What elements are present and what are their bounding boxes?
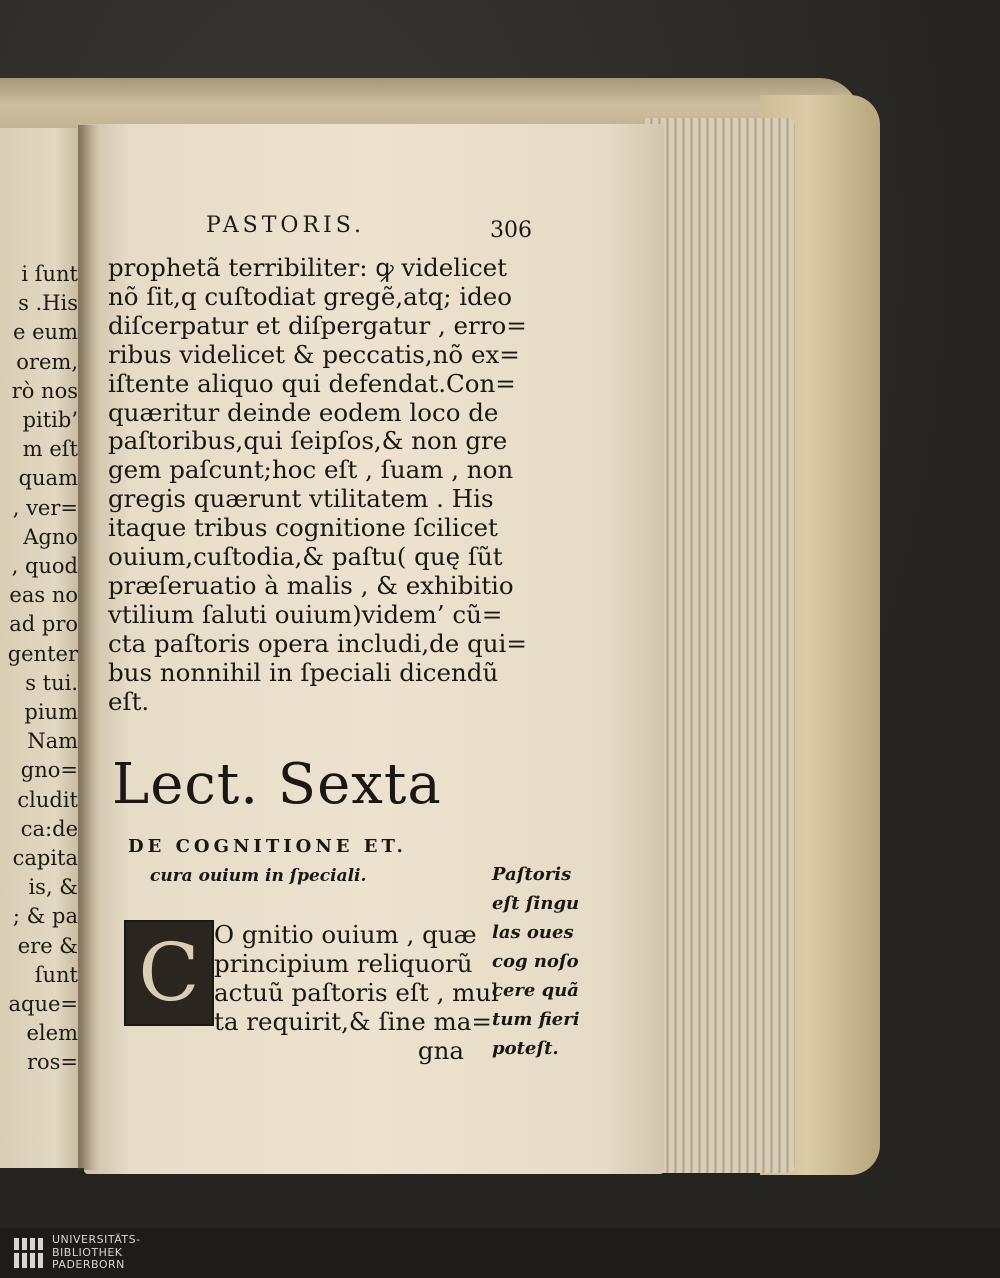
library-logo-text: [52, 1234, 141, 1272]
text-line: diſcerpatur et diſpergatur , erro=: [108, 310, 527, 340]
spine-shadow: [78, 125, 100, 1170]
text-line: cta paſtoris opera includi,de qui=: [108, 628, 527, 658]
facing-page-line: m eſt: [22, 437, 78, 462]
facing-page-line: elem: [26, 1021, 78, 1046]
text-line: O gnitio ouium , quæ: [214, 920, 477, 949]
marginal-note: [492, 860, 584, 1063]
section-subtitle: DE COGNITIONE ET.: [128, 836, 407, 857]
text-line: ouium,cuſtodia,& paſtu( quę ſũt: [108, 542, 503, 572]
text-line: itaque tribus cognitione ſcilicet: [108, 513, 498, 543]
facing-page-line: quam: [18, 466, 78, 491]
text-line: eſt.: [108, 686, 150, 716]
running-head: PASTORIS.: [206, 213, 365, 238]
facing-page-line: cludit: [17, 787, 78, 812]
facing-page-line: ſunt: [34, 962, 78, 987]
footer-bar: [0, 1228, 1000, 1278]
text-line: cere quã: [492, 980, 579, 1001]
facing-page-line: s .His: [18, 291, 78, 316]
drop-cap-letter: C: [138, 926, 200, 1019]
text-line: prophetã terribiliter: ꝙ videlicet: [108, 253, 508, 282]
facing-page-line: i ſunt: [21, 262, 78, 286]
section-title: Lect. Sexta: [112, 752, 442, 817]
facing-page-line: capita: [12, 846, 78, 870]
facing-page-line: pium: [24, 700, 78, 724]
facing-page-line: ere &: [17, 933, 78, 958]
library-logo-icon: [12, 1236, 46, 1270]
text-line: gna: [417, 1036, 464, 1065]
facing-page-line: Agno: [23, 524, 78, 549]
facing-page-line: is, &: [28, 875, 78, 900]
text-line: poteſt.: [492, 1038, 559, 1059]
page-number: 306: [490, 218, 532, 243]
facing-page-line: orem,: [16, 349, 78, 374]
logo-line: BIBLIOTHEK: [52, 1245, 123, 1259]
facing-page-line: ad pro: [9, 612, 78, 637]
text-line: actuũ paſtoris eſt , mul: [214, 978, 500, 1007]
page-edges: [645, 118, 795, 1173]
facing-page-line: e eum: [13, 320, 78, 345]
section-subtitle-italic: cura ouium in ſpeciali.: [150, 866, 367, 886]
logo-line: PADERBORN: [52, 1258, 125, 1271]
text-line: ribus videlicet & peccatis,nõ ex=: [108, 339, 520, 369]
text-line: præſeruatio à malis , & exhibitio: [108, 570, 514, 600]
facing-page-line: , ver=: [12, 495, 78, 520]
text-line: eſt ſingu: [492, 893, 580, 914]
facing-page-line: s tui.: [25, 670, 78, 695]
paragraph-1: [108, 253, 527, 717]
text-line: ta requirit,& ſine ma=: [214, 1007, 492, 1036]
facing-page-line: Nam: [27, 729, 78, 754]
facing-page-line: aque=: [8, 992, 78, 1016]
text-line: las oues: [492, 922, 574, 943]
facing-page-line: gno=: [20, 758, 78, 783]
text-line: gem paſcunt;hoc eſt , ſuam , non: [108, 455, 514, 485]
facing-page-line: ; & pa: [12, 904, 78, 929]
facing-page-line: , quod: [11, 554, 78, 578]
facing-page-line: eas no: [9, 583, 78, 608]
text-line: iſtente aliquo qui defendat.Con=: [108, 368, 516, 398]
text-line: paſtoribus,qui ſeipſos,& non gre: [108, 426, 508, 456]
text-line: cog noſo: [492, 951, 579, 972]
text-line: Paſtoris: [492, 864, 572, 885]
facing-page-line: genter: [7, 641, 78, 666]
text-line: nõ ſit,q cuſtodiat gregẽ,atq; ideo: [108, 281, 513, 311]
text-line: bus nonnihil in ſpeciali dicendũ: [108, 657, 499, 687]
drop-cap-initial: [124, 920, 214, 1026]
facing-page-line: pitib’: [22, 408, 78, 432]
paragraph-2: [214, 920, 500, 1065]
facing-page-line: ca:de: [20, 816, 78, 841]
text-line: tum fieri: [492, 1009, 580, 1030]
text-line: principium reliquorũ: [214, 949, 473, 978]
text-line: vtilium ſaluti ouium)videm’ cũ=: [108, 599, 503, 629]
logo-line: UNIVERSITÄTS-: [52, 1233, 141, 1246]
text-line: quæritur deinde eodem loco de: [108, 397, 499, 427]
facing-page-line: rò nos: [11, 378, 78, 403]
facing-page-line: ros=: [26, 1050, 78, 1075]
text-line: gregis quærunt vtilitatem . His: [108, 484, 494, 514]
